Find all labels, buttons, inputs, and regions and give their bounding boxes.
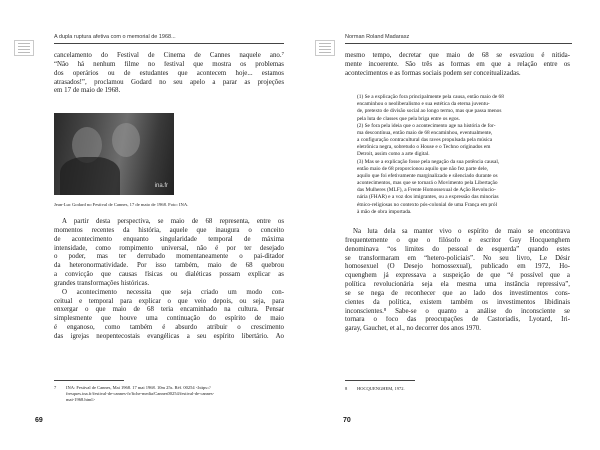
godard-photo [54,113,174,195]
footnote-rule [54,380,124,381]
footnote-marker: 8 [345,386,348,391]
page-number: 70 [343,417,351,424]
footnote-marker: 7 [54,385,57,390]
right-page [300,0,600,450]
header-rule [54,43,284,44]
footnote: 7 INA: Festival de Cannes, Mai 1968. 17 mai 1968. 10m 25s. Réf. 00254 <https:// fresques.ina.fr/festival-de-cannes-fr/fiche-media/Cannes00254/festival-de-cannes- mai-1968.html> [54,385,215,402]
page-number: 69 [35,417,43,424]
menu-icon[interactable] [315,40,335,56]
paragraph: Na luta dela sa manter vivo o espírito de maio se encontrava frequentemente o que o filósofo e escritor Guy Hocquenghem denominava “os limites do pessoal de esquerda” quando estes se transformaram em “hetero-policiais”. No seu livro, Le Désir homosexuel (O Desejo homossexual), publicado em 1972, Ho- cquenghem já expressava a suspeição de que “é possível que a política revolucionária seja ela mesma uma instância repressiva”, se se nega de reconhecer que ao lado dos investimentos cons- cientes da política, existem também os investimentos libidinais inconscientes.⁸ Sabe-se o quanto a análise do inconsciente se tornara o foco das preocupações de Castoriadis, Lyotard, Iri- garay, Gauchet, et al., no decorrer dos anos 1970. [345,228,570,333]
header-rule [345,43,572,44]
menu-icon[interactable] [14,40,34,56]
running-head: Norman Roland Madarasz [345,34,410,40]
figure-shape [112,123,140,157]
footnote-rule [345,380,415,381]
paragraph: A partir desta perspectiva, se maio de 68 representa, entre os momentos recentes da história, aquele que inaugura o conceito de acontecimento enquanto singularidade temporal de máxima intensidade, como rompimento universal, não é por ter desejado o poder, mas ter derrubado momentaneamente o pai-ditador da heteronormatividade. Por isso também, maio de 68 quebrou a convicção que causas físicas ou dialéticas possam explicar as grandes transformações históricas. O acontecimento necessita que seja criado um modo con- ceitual e temporal para explicar o que veio depois, ou seja, para enxergar o que maio de 68 teria encaminhado na cultura. Pensar simplesmente que houve uma continuação do espírito de maio é enganoso, como também é absurdo atribuir o crescimento das igrejas neopentecostais evangélicas a seu espírito libertário. Ao [54,218,284,340]
block-quote: (1) Se a explicação fora principalmente pela causa, então maio de 68 encaminhou o neoliberalismo e sua estética da eterna juventu- de, pretexto de divisão social ao longo termo, mas que passa menos pela luta de classes que pela briga entre os egos. (2) Se fora pela ideia que o acontecimento age na história de for- ma descontínua, então maio de 68 encaminhou, eventualmente, a configuração contracultural das raves propulsada pela música eletrônica negra, sobretudo o House e o Techno originados em Detroit, assim como a arte digital. (3) Mas se a explicação fosse pela negação da sua potência causal, então maio de 68 proporcionou aquilo que não fez parte dele, aquilo que foi efetivamente marginalizado e silenciado durante os acontecimentos, mas que se tornará o Movimento pela Libertação das Mulheres (MLF), a Frente Homossexual de Ação Revolucio- nária (FHAR) e a voz dos imigrantes, ou a expressão das minorias étnico-religiosas no contexto pós-colonial de uma França em pról à mão de obra importada. [357,94,504,215]
figure-shape [60,157,120,195]
photo-caption: Jean-Luc Godard no Festival de Cannes, 17 de maio de 1968. Foto: INA. [54,202,189,207]
photo-watermark: ina.fr [154,183,168,189]
paragraph: mesmo tempo, decretar que maio de 68 se esvaziou é nitida- mente incoerente. São três as formas em que a relação entre os acontecimentos e as formas sociais podem ser conceitualizadas. [345,52,570,77]
running-head: A dupla ruptura afetiva com o memorial de 1968... [54,34,176,40]
paragraph: cancelamento do Festival de Cinema de Cannes naquele ano.⁷ “Não há nenhum filme no festival que mostra os problemas dos operários ou de estudantes que acontecem hoje... estamos atrasados!”, proclamou Godard no seu apelo a parar as projeções em 17 de maio de 1968. [54,52,284,95]
footnote: 8 HOCQUENGHEM, 1972. [345,386,405,391]
